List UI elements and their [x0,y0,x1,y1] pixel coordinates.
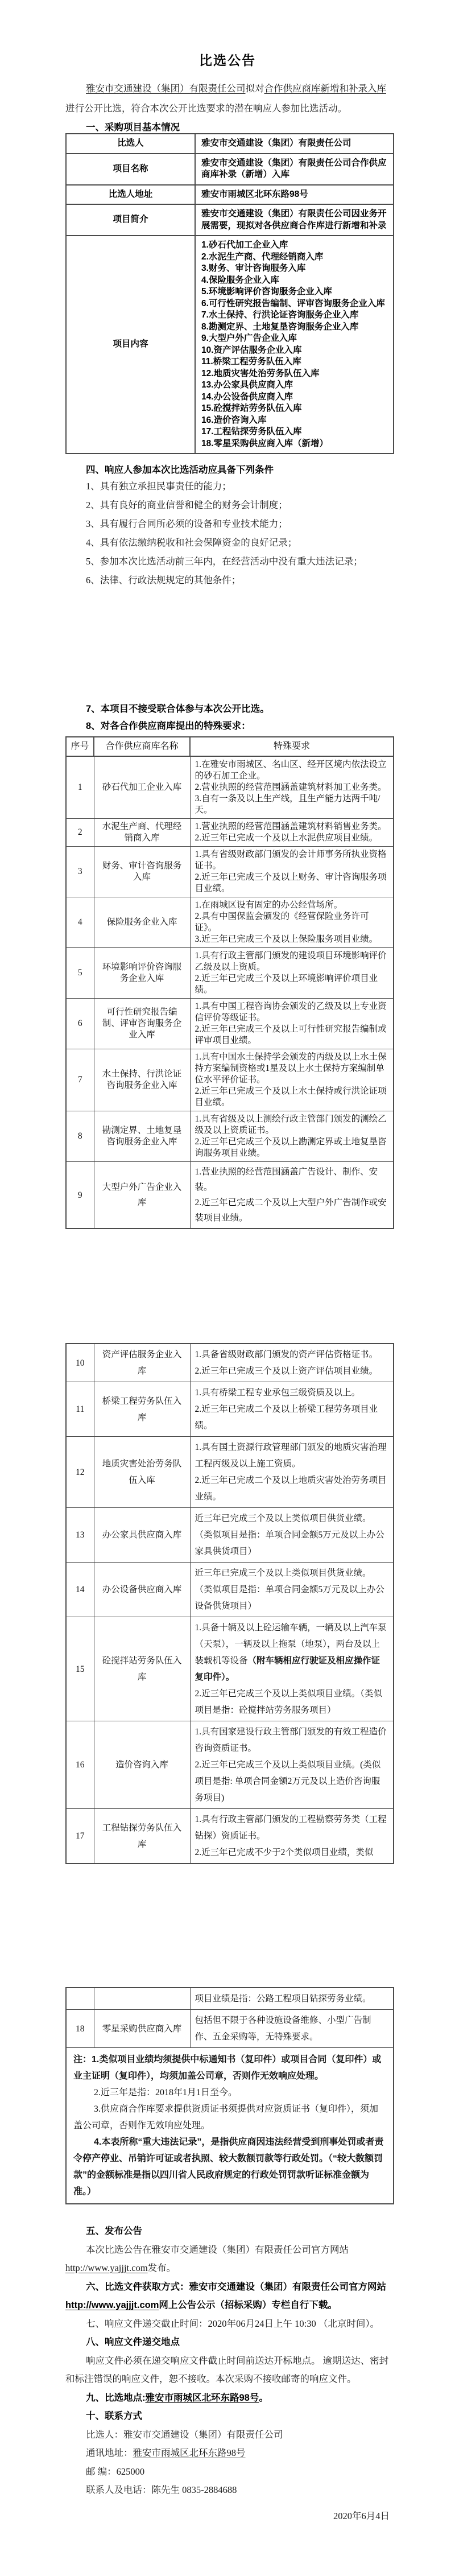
text-span: 响应文件必须在递交响应文件截止时间前送达开标地点。 逾期送达、密封和标注错误的响应文件，恕不接收。本次采购不接收邮寄的响应文件。 [65,2355,389,2384]
text-span: 项目业绩是指：公路工程项目钻探劳务业绩。 [195,1994,371,2004]
requirements-cell [190,1343,394,1382]
row-number-cell: 15 [66,1617,94,1721]
content-item: 10.资产评估服务企业入库 [201,345,302,355]
text-span: 2、具有良好的商业信誉和健全的财务会计制度； [86,500,288,510]
supplier-row [66,1563,394,1617]
text-span: 2.近三年已完成不少于2个类似项目业绩，类似 [195,1848,374,1857]
paragraph [195,1164,389,1195]
row-number-cell: 1 [66,756,94,819]
text-span: 2.近三年已完成三个及以上勘测定界或土地复垦咨询服务项目业绩。 [195,1137,387,1158]
requirements-cell [190,948,394,999]
text-span: 2.近三年已完成三个及以上类似项目业绩。（类似项目是指：砼搅拌站劳务服务项目） [195,1689,382,1715]
text-span: 拟对 [245,83,264,94]
text-span: 4、具有依法缴纳税收和社会保障资金的良好记录； [86,537,297,548]
text-span: 2.近三年已完成三个及以上水土保持或行洪论证项目业绩。 [195,1086,387,1107]
text-span: 2.营业执照的经营范围涵盖建筑材料加工业务类。 [195,782,387,792]
document-date: 2020年6月4日 [333,2511,390,2521]
requirements-cell [190,819,394,847]
text-span: 六、比选文件获取方式：雅安市交通建设（集团）有限责任公司官方网站 [86,2281,386,2292]
info-row [66,185,394,205]
paragraph [73,2084,386,2101]
text-span: 1.具有国家建设行政主管部门颁发的有效工程造价咨询资质证书。 [195,1727,387,1753]
basic-info-table [65,133,394,454]
paragraph [195,911,389,934]
text-span: 1.具备十辆及以上砼运输车辆，一辆及以上汽车泵（天泵），一辆及以上拖泵（地泵），两台及以上装载机等设备 [195,1623,387,1666]
info-label: 项目简介 [66,204,195,236]
content-item: 8.勘测定界、土地复垦咨询服务企业入库 [201,322,359,332]
paragraph [195,1619,389,1685]
paragraph [195,1001,389,1024]
text-span: （类似项目是指：单项合同金额5万元及以上办公设备供货项目） [195,1585,384,1611]
library-name-cell: 水泥生产商、代理经销商入库 [94,819,190,847]
paragraph [195,950,389,973]
paragraph [195,1439,389,1472]
info-row [66,134,394,154]
paragraph [195,1114,389,1136]
library-name-cell: 砼搅拌站劳务队伍入库 [94,1617,190,1721]
text-span: 包括但不限于各种设施设备维修、小型广告制作、五金采购等，无特殊要求。 [195,2016,371,2042]
text-span: 1.营业执照的经营范围涵盖建筑材料销售业务类。 [195,822,387,831]
content-item: 7.水土保持、行洪论证咨询服务企业入库 [201,310,359,320]
paragraph [195,1724,389,1757]
supplier-row [66,847,394,897]
row-number-cell: 10 [66,1343,94,1382]
column-header: 合作供应商库名称 [94,737,190,756]
paragraph [65,2444,394,2463]
paragraph [195,821,389,832]
text-span: （类似项目是指：单项合同金额5万元及以上办公家具供货项目） [195,1530,384,1556]
supplier-row [66,999,394,1049]
paragraph [65,2389,394,2408]
requirements-cell [190,847,394,897]
paragraph [195,1811,389,1844]
text-span: 1、具有独立承担民事责任的能力； [86,481,231,492]
paragraph [195,1565,389,1581]
text-span: 2.近三年已完成二个及以上地质灾害处治劳务项目业绩。 [195,1475,387,1502]
paragraph [195,782,389,793]
paragraph [195,1086,389,1108]
paragraph [195,1195,389,1226]
text-span: （附车辆相应行驶证及相应操作证复印件）。 [195,1656,380,1682]
supplier-row [66,948,394,999]
text-span: 五、发布公告 [86,2226,142,2236]
requirements-cell [190,1049,394,1111]
text-span: 本次比选公告在雅安市交通建设（集团）有限责任公司官方网站 [86,2244,349,2255]
text-span: 2.近三年已完成二个及以上桥梁工程劳务项目业绩。 [195,1404,378,1431]
content-item: 6.可行性研究报告编制、评审咨询服务企业入库 [201,298,385,308]
library-name-cell: 桥梁工程劳务队伍入库 [94,1382,190,1437]
row-number-cell: 13 [66,1508,94,1563]
content-item: 15.砼搅拌站劳务队伍入库 [201,403,302,413]
row-number-cell: 16 [66,1721,94,1809]
note-cell [66,2048,394,2204]
paragraph [195,900,389,911]
text-span: 近三年已完成三个及以上类似项目供货业绩。 [195,1514,371,1523]
column-header: 序号 [66,737,94,756]
paragraph [195,1384,389,1401]
website-link[interactable]: http://www.yajjjt.com [65,2262,148,2273]
library-name-cell: 工程钻探劳务队伍入库 [94,1809,190,1864]
info-label: 项目名称 [66,154,195,185]
paragraph [65,2315,394,2334]
text-span: 5、参加本次比选活动前三年内，在经营活动中没有重大违法记录； [86,556,363,567]
paragraph [65,533,394,552]
library-name-cell: 零星采购供应商入库 [94,2010,190,2048]
conditions-list-continued [65,700,394,735]
row-number-cell: 2 [66,819,94,847]
content-item: 18.零星采购供应商入库（新增） [201,438,329,448]
text-span: 3.自有一条及以上生产线，且生产能力达两千吨/天。 [195,794,380,815]
text-span: 七、响应文件递交截止时间：2020年06月24日上午 10:30 （北京时间）。 [86,2318,380,2329]
paragraph [195,1990,389,2007]
supplier-requirements-table-page2 [65,1343,394,1864]
library-name-cell: 环境影响评价咨询服务企业入库 [94,948,190,999]
text-span: 比选人：雅安市交通建设（集团）有限责任公司 [86,2429,283,2440]
text-span: 合作供应商库新增和补录入库 [264,83,386,94]
text-span: 雅安市雨城区北环东路98号 [145,2392,259,2403]
text-span: 2.近三年已完成二个及以上大型户外广告制作或安装项目业绩。 [195,1198,387,1223]
info-row [66,236,394,454]
info-value: 雅安市交通建设（集团）有限责任公司因业务开展需要，现拟对各供应商合作库进行新增和补录 [195,204,394,236]
text-span: 2.近三年已完成三个及以上资产评估项目业绩。 [195,1366,378,1376]
closing-sections [65,2222,394,2500]
paragraph [65,2463,394,2482]
row-number-cell: 12 [66,1437,94,1508]
paragraph [65,571,394,590]
library-name-cell: 财务、审计咨询服务入库 [94,847,190,897]
row-number-cell: 7 [66,1049,94,1111]
content-item: 3.财务、审计咨询服务入库 [201,263,306,273]
paragraph [65,2333,394,2352]
text-span: 2.近三年已完成三个及以上环境影响评价项目业绩。 [195,974,378,995]
row-number-cell [66,1988,94,2010]
text-span: 3.近三年已完成三个及以上保险服务项目业绩。 [195,934,378,944]
paragraph [195,1685,389,1718]
supplier-row [66,1508,394,1563]
info-value [195,236,394,454]
content-item: 1.砂石代加工企业入库 [201,240,288,250]
content-item: 4.保险服务企业入库 [201,275,279,285]
paragraph [195,872,389,895]
info-value: 雅安市交通建设（集团）有限责任公司合作供应商库补录（新增）入库 [195,154,394,185]
paragraph [65,514,394,533]
text-span: 4.本表所称“重大违法记录”，是指供应商因违法经营受到刑事处罚或者责令停产停业、吊销许可证或者执照、较大数额罚款等行政处罚。（“较大数额罚款”的金额标准是指以四川省人民政府规定的行政处罚罚款听证标准金额为准。） [73,2137,384,2196]
requirements-cell [190,1162,394,1229]
text-span: 联系人及电话：陈先生 0835-2884688 [86,2484,237,2495]
info-label: 比选人 [66,134,195,154]
library-name-cell: 地质灾害处治劳务队伍入库 [94,1437,190,1508]
library-name-cell: 水土保持、行洪论证咨询服务企业入库 [94,1049,190,1111]
paragraph [65,477,394,496]
library-name-cell: 可行性研究报告编制、评审咨询服务企业入库 [94,999,190,1049]
requirements-cell [190,1721,394,1809]
text-span: 2.近三年已完成一个及以上水泥供应项目业绩。 [195,833,378,843]
text-span: 雅安市交通建设（集团）有限责任公司 [86,83,246,94]
content-item: 2.水泥生产商、代理经销商入库 [201,252,324,262]
requirements-cell [190,1809,394,1864]
paragraph [73,2134,386,2200]
text-span: 1.具有省级及以上测绘行政主管部门颁发的测绘乙级及以上资质证书。 [195,1114,387,1135]
table-header-row [66,737,394,756]
paragraph [73,2101,386,2134]
requirements-cell [190,1382,394,1437]
content-item: 13.办公家具供应商入库 [201,380,293,390]
text-span: 8、对各合作供应商库提出的特殊要求： [86,721,251,731]
text-span: 2.近三年已完成三个及以上财务、审计咨询服务项目业绩。 [195,872,387,893]
paragraph [195,1136,389,1159]
text-span: 1.具有中国水土保持学会颁发的丙级及以上水土保持方案编制资格或1星及以上水土保持方案编制单位水平评价证书。 [195,1052,387,1085]
requirements-cell [190,1988,394,2010]
text-span: 3、具有履行合同所必须的设备和专业技术能力； [86,518,288,529]
section-heading-conditions: 四、响应人参加本次比选活动应具备下列条件 [86,465,274,475]
library-name-cell: 大型户外广告企业入库 [94,1162,190,1229]
requirements-cell [190,1437,394,1508]
text-span: 通讯地址： [86,2447,133,2458]
paragraph [65,2222,394,2241]
supplier-row [66,1049,394,1111]
row-number-cell: 14 [66,1563,94,1617]
text-span: 九、比选地点: [86,2392,146,2403]
paragraph [195,1346,389,1363]
note-row [66,2048,394,2204]
paragraph [73,2051,386,2084]
content-item: 17.工程钻探劳务队伍入库 [201,427,302,436]
supplier-requirements-table-page3 [65,1987,394,2204]
supplier-row [66,756,394,819]
paragraph [195,1401,389,1434]
row-number-cell: 9 [66,1162,94,1229]
requirements-cell [190,756,394,819]
text-span: 6、法律、行政法规规定的其他条件； [86,575,241,586]
info-label: 项目内容 [66,236,195,454]
paragraph [195,973,389,996]
row-number-cell: 3 [66,847,94,897]
paragraph [195,1844,389,1861]
text-span: 3.供应商合作库要求提供资质证书须提供对应资质证书（复印件），须加盖公司章，否则作无效响应处理。 [73,2104,379,2130]
requirements-cell [190,1508,394,1563]
text-span: 进行公开比选，符合本次公开比选要求的潜在响应人参加比选活动。 [65,103,347,114]
supplier-row [66,1343,394,1382]
paragraph [195,1024,389,1046]
paragraph [195,832,389,844]
library-name-cell: 办公设备供应商入库 [94,1563,190,1617]
requirements-cell [190,1617,394,1721]
supplier-row [66,819,394,847]
text-span: 2.具有中国保监会颁发的《经营保险业务许可证》。 [195,912,369,933]
text-span: 2.近三年是指：2018年1月1日至今。 [94,2088,238,2097]
info-value: 雅安市雨城区北环东路98号 [195,185,394,205]
content-item: 14.办公设备供应商入库 [201,391,293,402]
row-number-cell: 6 [66,999,94,1049]
text-span: 1.具有行政主管部门颁发的工程勘察劳务类（工程钻探）资质证书。 [195,1815,387,1841]
paragraph [195,1527,389,1560]
paragraph [195,2012,389,2045]
row-number-cell: 4 [66,897,94,948]
supplier-row [66,1111,394,1162]
paragraph [65,2278,394,2315]
content-item: 9.大型户外广告企业入库 [201,333,297,343]
info-label: 比选人地址 [66,185,195,205]
info-row [66,154,394,185]
text-span: 1.具有桥梁工程专业承包三级资质及以上。 [195,1388,361,1398]
supplier-row [66,1988,394,2010]
text-span: 1.具有省级财政部门颁发的会计师事务所执业资格证书。 [195,850,387,871]
requirements-cell [190,897,394,948]
paragraph [195,849,389,872]
section-heading-basic-info: 一、采购项目基本情况 [86,122,180,133]
text-span: 1.具有中国工程咨询协会颁发的乙级及以上专业资信评价等级证书。 [195,1001,387,1023]
requirements-cell [190,2010,394,2048]
text-span: 7、本项目不接受联合体参与本次公开比选。 [86,704,270,714]
paragraph [65,2352,394,2389]
paragraph [195,1363,389,1379]
text-span: 。 [259,2392,268,2403]
website-link[interactable]: http://www.yajjjt.com [65,2300,159,2310]
content-item: 16.造价咨询入库 [201,415,267,425]
row-number-cell: 8 [66,1111,94,1162]
row-number-cell: 5 [66,948,94,999]
info-row [66,204,394,236]
supplier-row [66,1162,394,1229]
supplier-requirements-table-page1 [65,736,394,1229]
text-span: 2.近三年已完成三个及以上可行性研究报告编制或评审项目业绩。 [195,1024,387,1045]
paragraph [65,718,394,735]
paragraph [65,2426,394,2445]
conditions-list [65,477,394,590]
text-span: 雅安市雨城区北环东路98号 [133,2447,246,2458]
library-name-cell: 资产评估服务企业入库 [94,1343,190,1382]
text-span: 发布。 [147,2262,176,2273]
text-span: 近三年已完成三个及以上类似项目供货业绩。 [195,1568,371,1578]
paragraph [65,2481,394,2500]
paragraph [195,1510,389,1527]
library-name-cell: 勘测定界、土地复垦咨询服务企业入库 [94,1111,190,1162]
row-number-cell: 17 [66,1809,94,1864]
column-header: 特殊要求 [190,737,394,756]
paragraph [65,2407,394,2426]
supplier-row [66,1437,394,1508]
requirements-cell [190,999,394,1049]
supplier-row [66,1809,394,1864]
paragraph [65,552,394,571]
paragraph [195,1052,389,1086]
library-name-cell: 办公家具供应商入库 [94,1508,190,1563]
paragraph [65,496,394,514]
paragraph [65,700,394,718]
requirements-cell [190,1563,394,1617]
content-item: 5.环境影响评价咨询服务企业入库 [201,287,332,296]
text-span: 1.在雨城区设有固定的办公经营场所。 [195,900,343,910]
text-span: 1.具备省级财政部门颁发的资产评估资格证书。 [195,1350,378,1359]
text-span: 注：1.类似项目业绩均须提供中标通知书（复印件）或项目合同（复印件）或业主证明（复印件），均须加盖公司章，否则作无效响应处理。 [73,2055,382,2081]
row-number-cell: 11 [66,1382,94,1437]
requirements-cell [190,1111,394,1162]
text-span: 1.营业执照的经营范围涵盖广告设计、制作、安装。 [195,1167,378,1192]
text-span: 2.近三年已完成三个及以上类似项目业绩。(类似项目是指: 单项合同金额2万元及以上造价咨询服务项目) [195,1760,381,1803]
library-name-cell: 造价咨询入库 [94,1721,190,1809]
paragraph [195,934,389,945]
library-name-cell: 砂石代加工企业入库 [94,756,190,819]
text-span: 十、联系方式 [86,2411,142,2421]
text-span: 1.具有国土资源行政管理部门颁发的地质灾害治理工程丙级及以上施工资质。 [195,1442,387,1469]
paragraph [195,1472,389,1505]
library-name-cell [94,1988,190,2010]
supplier-row [66,897,394,948]
paragraph [195,1757,389,1806]
supplier-row [66,2010,394,2048]
paragraph [65,2241,394,2278]
content-item: 12.地质灾害处治劳务队伍入库 [201,368,320,378]
text-span: 八、响应文件递交地点 [86,2337,180,2347]
intro-paragraph [65,79,394,118]
library-name-cell: 保险服务企业入库 [94,897,190,948]
supplier-row [66,1617,394,1721]
text-span: 邮 编：625000 [86,2466,145,2477]
supplier-row [66,1382,394,1437]
info-value: 雅安市交通建设（集团）有限责任公司 [195,134,394,154]
text-span: 网上公告公示（招标采购）专栏自行下载。 [159,2300,337,2310]
content-item: 11.桥梁工程劳务队伍入库 [201,357,301,366]
paragraph [195,759,389,782]
paragraph [195,1581,389,1614]
text-span: 1.在雅安市雨城区、名山区、经开区境内依法设立的砂石加工企业。 [195,760,387,781]
text-span: 1.具有行政主管部门颁发的建设项目环境影响评价乙级及以上资质。 [195,951,387,972]
paragraph [195,793,389,816]
row-number-cell: 18 [66,2010,94,2048]
page-title: 比选公告 [199,53,256,68]
supplier-row [66,1721,394,1809]
